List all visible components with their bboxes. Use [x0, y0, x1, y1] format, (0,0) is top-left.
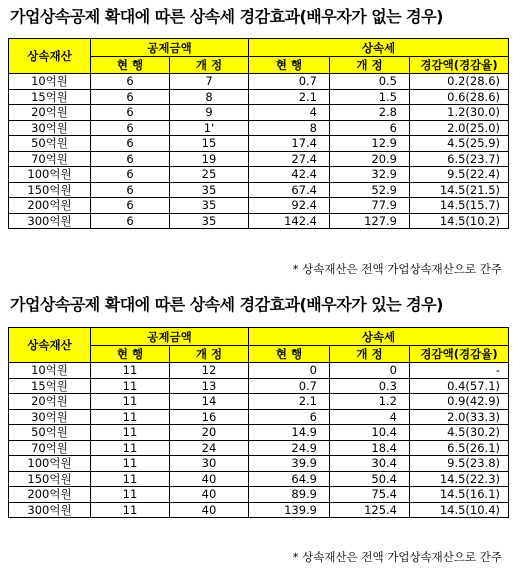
cell-tax-revised: 6 — [330, 120, 410, 136]
cell-deduction-revised: 9 — [170, 105, 249, 121]
table-row — [9, 456, 509, 472]
header-tax-revised: 개 정 — [330, 346, 410, 363]
cell-tax-current: 42.4 — [249, 167, 330, 183]
cell-asset: 30억원 — [9, 120, 91, 136]
cell-tax-current: 2.1 — [249, 89, 330, 105]
cell-tax-revised: 127.9 — [330, 213, 410, 229]
cell-deduction-current: 11 — [91, 425, 170, 441]
cell-reduction: 9.5(22.4) — [410, 167, 509, 183]
cell-asset: 200억원 — [9, 487, 91, 503]
table-row — [9, 167, 509, 183]
cell-asset: 200억원 — [9, 198, 91, 214]
cell-asset: 100억원 — [9, 167, 91, 183]
cell-deduction-revised: 35 — [170, 213, 249, 229]
table2-body — [9, 363, 509, 518]
cell-tax-current: 89.9 — [249, 487, 330, 503]
header-reduction: 경감액(경감율) — [410, 57, 509, 74]
cell-tax-current: 0.7 — [249, 74, 330, 90]
cell-tax-revised: 30.4 — [330, 456, 410, 472]
cell-reduction: 0.2(28.6) — [410, 74, 509, 90]
cell-deduction-revised: 8 — [170, 89, 249, 105]
cell-deduction-current: 11 — [91, 363, 170, 379]
cell-deduction-current: 6 — [91, 198, 170, 214]
cell-deduction-current: 11 — [91, 378, 170, 394]
table-row — [9, 105, 509, 121]
cell-tax-revised: 0.3 — [330, 378, 410, 394]
header-ded-revised: 개 정 — [170, 346, 249, 363]
header-deduction: 공제금액 — [91, 39, 249, 57]
cell-asset: 70억원 — [9, 151, 91, 167]
header-tax-current: 현 행 — [249, 346, 330, 363]
cell-reduction: 0.4(57.1) — [410, 378, 509, 394]
cell-tax-current: 64.9 — [249, 471, 330, 487]
table-row — [9, 136, 509, 152]
cell-deduction-revised: 40 — [170, 487, 249, 503]
cell-tax-revised: 10.4 — [330, 425, 410, 441]
cell-tax-current: 67.4 — [249, 182, 330, 198]
cell-deduction-current: 6 — [91, 213, 170, 229]
cell-tax-current: 27.4 — [249, 151, 330, 167]
table-row — [9, 425, 509, 441]
table1 — [8, 38, 509, 229]
table-row — [9, 394, 509, 410]
table1-note: * 상속재산은 전액 가업상속재산으로 간주 — [292, 262, 502, 276]
table-row — [9, 182, 509, 198]
cell-asset: 50억원 — [9, 425, 91, 441]
header-inheritance-tax: 상속세 — [249, 39, 509, 57]
cell-tax-current: 2.1 — [249, 394, 330, 410]
cell-deduction-revised: 7 — [170, 74, 249, 90]
cell-tax-current: 4 — [249, 105, 330, 121]
cell-deduction-revised: 12 — [170, 363, 249, 379]
cell-reduction: 1.2(30.0) — [410, 105, 509, 121]
cell-tax-revised: 50.4 — [330, 471, 410, 487]
cell-deduction-revised: 30 — [170, 456, 249, 472]
cell-reduction: 14.5(22.3) — [410, 471, 509, 487]
header-reduction: 경감액(경감율) — [410, 346, 509, 363]
cell-deduction-revised: 20 — [170, 425, 249, 441]
table2-note: * 상속재산은 전액 가업상속재산으로 간주 — [292, 550, 502, 564]
cell-tax-current: 39.9 — [249, 456, 330, 472]
cell-tax-current: 24.9 — [249, 440, 330, 456]
cell-tax-revised: 1.2 — [330, 394, 410, 410]
cell-deduction-current: 6 — [91, 74, 170, 90]
header-ded-current: 현 행 — [91, 57, 170, 74]
header-ded-current: 현 행 — [91, 346, 170, 363]
cell-deduction-current: 6 — [91, 167, 170, 183]
cell-asset: 15억원 — [9, 378, 91, 394]
cell-reduction: - — [410, 363, 509, 379]
cell-reduction: 14.5(15.7) — [410, 198, 509, 214]
cell-asset: 20억원 — [9, 394, 91, 410]
cell-asset: 300억원 — [9, 213, 91, 229]
cell-reduction: 6.5(26.1) — [410, 440, 509, 456]
cell-asset: 10억원 — [9, 74, 91, 90]
cell-deduction-current: 11 — [91, 471, 170, 487]
cell-reduction: 4.5(30.2) — [410, 425, 509, 441]
cell-deduction-revised: 13 — [170, 378, 249, 394]
cell-deduction-revised: 14 — [170, 394, 249, 410]
header-tax-current: 현 행 — [249, 57, 330, 74]
cell-tax-revised: 75.4 — [330, 487, 410, 503]
header-asset: 상속재산 — [9, 39, 91, 74]
cell-tax-current: 92.4 — [249, 198, 330, 214]
table-row — [9, 409, 509, 425]
cell-tax-current: 0.7 — [249, 378, 330, 394]
table-row — [9, 198, 509, 214]
table-row — [9, 213, 509, 229]
table-row — [9, 89, 509, 105]
cell-deduction-revised: 1' — [170, 120, 249, 136]
cell-reduction: 14.5(10.2) — [410, 213, 509, 229]
cell-deduction-current: 6 — [91, 120, 170, 136]
table-row — [9, 502, 509, 518]
cell-tax-revised: 2.8 — [330, 105, 410, 121]
cell-tax-revised: 0 — [330, 363, 410, 379]
cell-deduction-current: 6 — [91, 182, 170, 198]
cell-reduction: 6.5(23.7) — [410, 151, 509, 167]
cell-asset: 20억원 — [9, 105, 91, 121]
cell-reduction: 14.5(10.4) — [410, 502, 509, 518]
cell-tax-revised: 1.5 — [330, 89, 410, 105]
cell-deduction-current: 6 — [91, 89, 170, 105]
cell-deduction-revised: 40 — [170, 471, 249, 487]
cell-deduction-revised: 35 — [170, 182, 249, 198]
cell-asset: 10억원 — [9, 363, 91, 379]
cell-tax-revised: 4 — [330, 409, 410, 425]
table-row — [9, 378, 509, 394]
cell-deduction-current: 11 — [91, 487, 170, 503]
table-row — [9, 74, 509, 90]
cell-asset: 15억원 — [9, 89, 91, 105]
header-deduction: 공제금액 — [91, 328, 249, 346]
table2 — [8, 327, 509, 518]
cell-deduction-revised: 19 — [170, 151, 249, 167]
cell-deduction-revised: 35 — [170, 198, 249, 214]
cell-deduction-revised: 40 — [170, 502, 249, 518]
cell-tax-current: 0 — [249, 363, 330, 379]
cell-reduction: 0.9(42.9) — [410, 394, 509, 410]
cell-asset: 150억원 — [9, 471, 91, 487]
header-ded-revised: 개 정 — [170, 57, 249, 74]
table-row — [9, 363, 509, 379]
cell-tax-revised: 32.9 — [330, 167, 410, 183]
cell-tax-current: 8 — [249, 120, 330, 136]
cell-deduction-current: 11 — [91, 502, 170, 518]
cell-reduction: 4.5(25.9) — [410, 136, 509, 152]
table-row — [9, 487, 509, 503]
cell-tax-revised: 12.9 — [330, 136, 410, 152]
cell-deduction-current: 11 — [91, 456, 170, 472]
cell-tax-current: 139.9 — [249, 502, 330, 518]
table-row — [9, 440, 509, 456]
cell-deduction-current: 11 — [91, 440, 170, 456]
cell-deduction-revised: 15 — [170, 136, 249, 152]
table-row — [9, 151, 509, 167]
cell-reduction: 9.5(23.8) — [410, 456, 509, 472]
cell-asset: 50억원 — [9, 136, 91, 152]
cell-deduction-current: 6 — [91, 136, 170, 152]
cell-tax-revised: 125.4 — [330, 502, 410, 518]
cell-deduction-current: 11 — [91, 409, 170, 425]
cell-asset: 70억원 — [9, 440, 91, 456]
cell-reduction: 2.0(33.3) — [410, 409, 509, 425]
cell-deduction-revised: 25 — [170, 167, 249, 183]
cell-asset: 100억원 — [9, 456, 91, 472]
header-inheritance-tax: 상속세 — [249, 328, 509, 346]
header-asset: 상속재산 — [9, 328, 91, 363]
cell-deduction-current: 11 — [91, 394, 170, 410]
table2-title: 가업상속공제 확대에 따른 상속세 경감효과(배우자가 있는 경우) — [10, 295, 443, 314]
table-row — [9, 471, 509, 487]
cell-asset: 300억원 — [9, 502, 91, 518]
cell-tax-current: 17.4 — [249, 136, 330, 152]
cell-tax-revised: 20.9 — [330, 151, 410, 167]
cell-tax-revised: 77.9 — [330, 198, 410, 214]
cell-tax-current: 14.9 — [249, 425, 330, 441]
header-tax-revised: 개 정 — [330, 57, 410, 74]
cell-tax-revised: 52.9 — [330, 182, 410, 198]
cell-asset: 150억원 — [9, 182, 91, 198]
cell-asset: 30억원 — [9, 409, 91, 425]
cell-deduction-revised: 16 — [170, 409, 249, 425]
cell-tax-revised: 18.4 — [330, 440, 410, 456]
cell-deduction-revised: 24 — [170, 440, 249, 456]
cell-reduction: 2.0(25.0) — [410, 120, 509, 136]
table-row — [9, 120, 509, 136]
cell-reduction: 14.5(21.5) — [410, 182, 509, 198]
cell-deduction-current: 6 — [91, 151, 170, 167]
cell-tax-current: 6 — [249, 409, 330, 425]
table1-body — [9, 74, 509, 229]
cell-tax-revised: 0.5 — [330, 74, 410, 90]
table1-title: 가업상속공제 확대에 따른 상속세 경감효과(배우자가 없는 경우) — [10, 7, 443, 26]
cell-reduction: 0.6(28.6) — [410, 89, 509, 105]
cell-deduction-current: 6 — [91, 105, 170, 121]
cell-tax-current: 142.4 — [249, 213, 330, 229]
cell-reduction: 14.5(16.1) — [410, 487, 509, 503]
